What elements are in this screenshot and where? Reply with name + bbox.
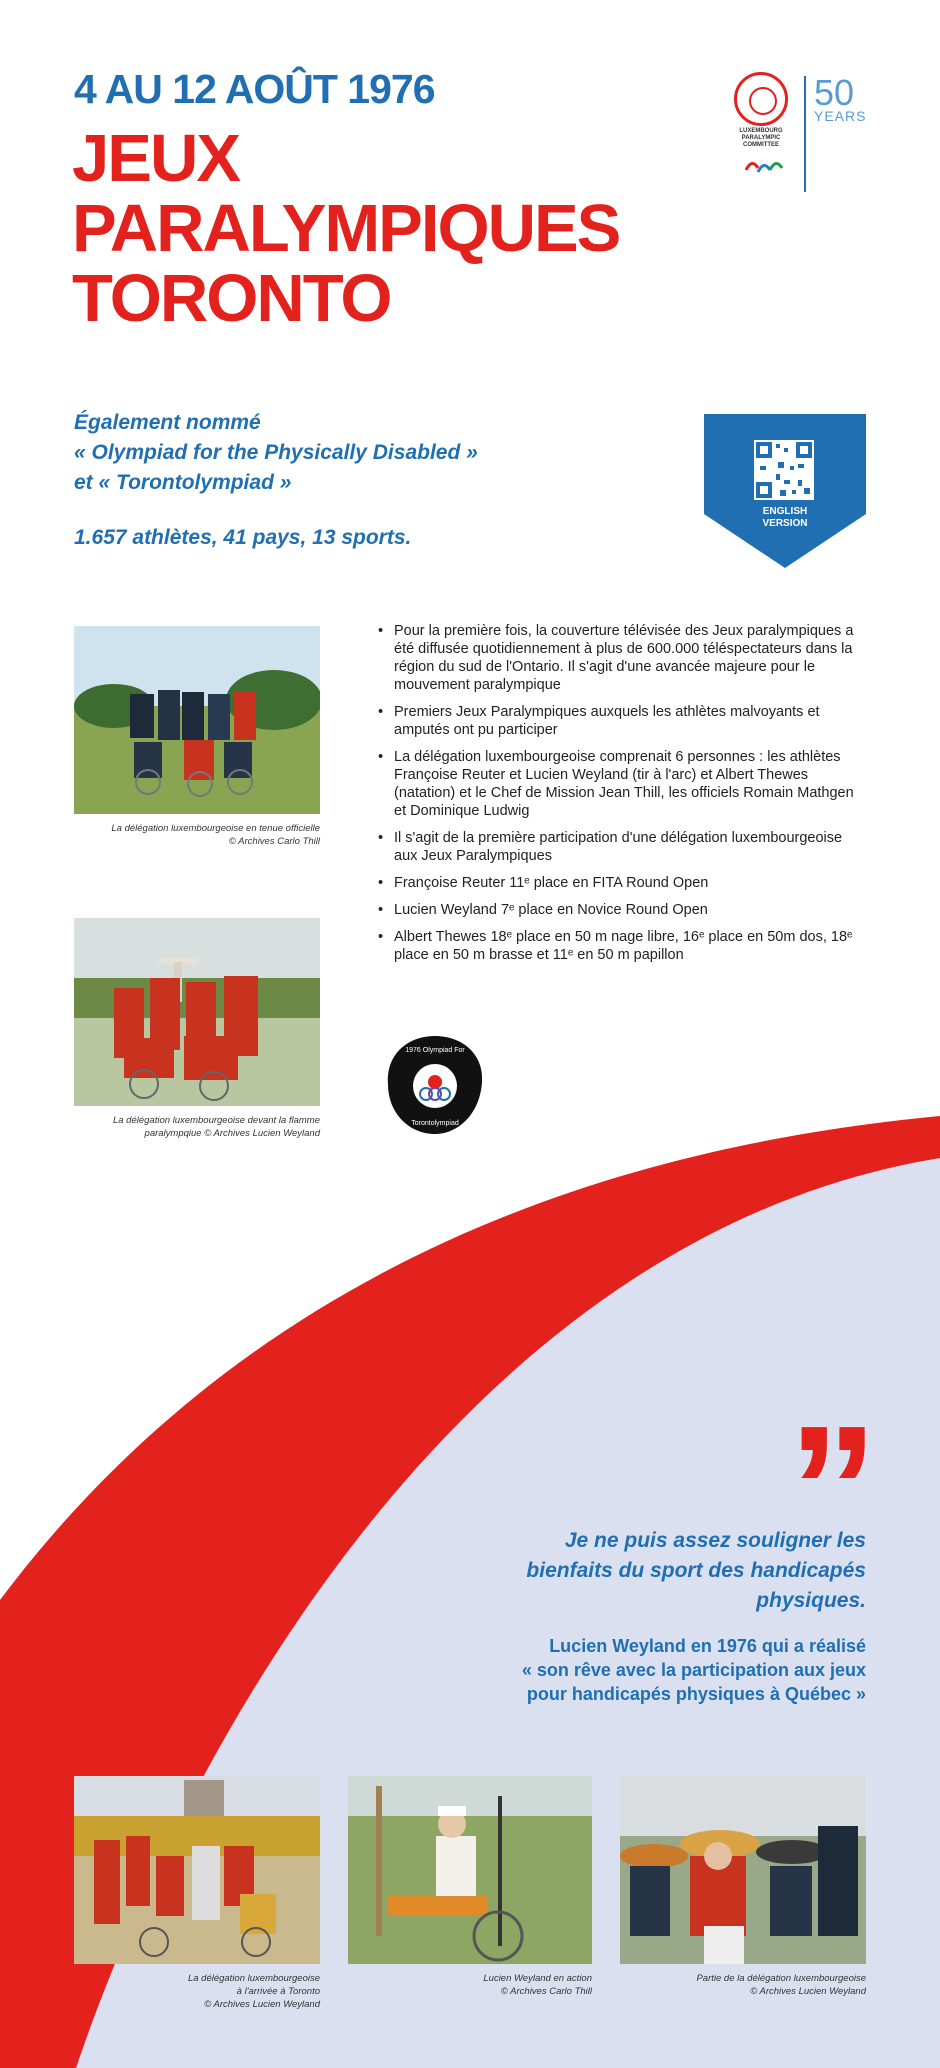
photo-delegation-flame — [74, 918, 320, 1106]
quote-line-1: Je ne puis assez souligner les — [564, 1529, 866, 1552]
list-item: • Françoise Reuter 11ᵉ place en FITA Round Open — [378, 874, 868, 892]
quote-attribution — [426, 1634, 866, 1706]
quote-line-2: bienfaits du sport des handicapés — [526, 1559, 866, 1582]
svg-text:Torontolympiad: Torontolympiad — [411, 1120, 459, 1127]
photo-4-caption — [332, 1972, 592, 1998]
agitos-icon — [744, 156, 786, 184]
quote-mark-icon: ” — [788, 1389, 878, 1590]
english-version-qr-badge[interactable] — [704, 414, 866, 568]
list-item: • Pour la première fois, la couverture télévisée des Jeux paralympiques a été diffusée quotidiennement à plus de 600.000 téléspectateurs dans la région du sud de l'Ontario. Il s'agit d'une avancée majeure pour le mouvement paralympique — [378, 622, 868, 694]
photo-5-caption-line-2: © Archives Lucien Weyland — [750, 1986, 866, 1997]
qr-label-line-1: ENGLISH — [762, 506, 808, 517]
lpc-50-years-logo — [734, 72, 874, 202]
photo-1-caption-line-1: La délégation luxembourgeoise en tenue officielle — [111, 823, 320, 834]
photo-delegation-sombreros — [620, 1776, 866, 1964]
list-item: • Premiers Jeux Paralympiques auxquels les athlètes malvoyants et amputés ont pu participer — [378, 703, 868, 739]
page-title — [72, 121, 620, 336]
photo-3-caption-line-2: à l'arrivée à Toronto — [236, 1986, 320, 1997]
quote-line-3: physiques. — [756, 1589, 866, 1612]
photo-3-caption-line-3: © Archives Lucien Weyland — [204, 1999, 320, 2010]
intro-text — [74, 408, 478, 498]
torontolympiad-logo — [382, 1032, 488, 1138]
photo-delegation-official-attire — [74, 626, 320, 814]
lion-emblem-icon — [734, 72, 788, 126]
facts-list — [378, 622, 868, 973]
qr-label-line-2: VERSION — [762, 518, 808, 529]
logo-divider — [804, 76, 806, 192]
logo-org-name: LUXEMBOURG PARALYMPIC COMMITTEE — [739, 128, 783, 148]
svg-text:1976 Olympiad For: 1976 Olympiad For — [405, 1047, 465, 1054]
title-line-1: JEUX — [72, 121, 240, 196]
attribution-line-3: pour handicapés physiques à Québec » — [526, 1684, 866, 1704]
photo-weyland-archery — [348, 1776, 592, 1964]
intro-line-1: Également nommé — [74, 411, 261, 434]
title-line-3: TORONTO — [72, 261, 391, 336]
logo-fifty: 50 — [814, 72, 855, 113]
photo-1-caption-line-2: © Archives Carlo Thill — [228, 836, 320, 847]
photo-4-caption-line-1: Lucien Weyland en action — [483, 1973, 592, 1984]
photo-2-caption-line-2: paralympqiue © Archives Lucien Weyland — [144, 1128, 320, 1139]
photo-arrival-toronto — [74, 1776, 320, 1964]
attribution-line-1: Lucien Weyland en 1976 qui a réalisé — [549, 1636, 866, 1656]
photo-1-caption — [60, 822, 320, 848]
qr-badge-label — [704, 506, 866, 530]
photo-3-caption — [60, 1972, 320, 2011]
title-line-2: PARALYMPIQUES — [72, 191, 620, 266]
intro-line-2: « Olympiad for the Physically Disabled » — [74, 441, 478, 464]
intro-line-3: et « Torontolympiad » — [74, 471, 292, 494]
photo-4-caption-line-2: © Archives Carlo Thill — [500, 1986, 592, 1997]
list-item: • La délégation luxembourgeoise comprenait 6 personnes : les athlètes Françoise Reuter et Lucien Weyland (tir à l'arc) et Albert Thewes (natation) et le Chef de Mission Jean Thill, les officiels Romain Mathgen et Dominique Ludwig — [378, 748, 868, 820]
logo-years: YEARS — [814, 108, 867, 124]
photo-3-caption-line-1: La délégation luxembourgeoise — [187, 1973, 320, 1984]
photo-2-caption-line-1: La délégation luxembourgeoise devant la flamme — [112, 1115, 320, 1126]
photo-5-caption — [606, 1972, 866, 1998]
list-item: • Lucien Weyland 7ᵉ place en Novice Round Open — [378, 901, 868, 919]
stats-line: 1.657 athlètes, 41 pays, 13 sports. — [74, 526, 412, 549]
qr-code-icon[interactable] — [754, 440, 814, 500]
list-item: • Albert Thewes 18ᵉ place en 50 m nage libre, 16ᵉ place en 50m dos, 18ᵉ place en 50 m brasse et 11ᵉ en 50 m papillon — [378, 928, 868, 964]
photo-2-caption — [60, 1114, 320, 1140]
photo-5-caption-line-1: Partie de la délégation luxembourgeoise — [696, 1973, 866, 1984]
quote-text — [446, 1526, 866, 1616]
event-date: 4 AU 12 AOÛT 1976 — [74, 66, 435, 112]
attribution-line-2: « son rêve avec la participation aux jeux — [521, 1660, 866, 1680]
list-item: • Il s'agit de la première participation d'une délégation luxembourgeoise aux Jeux Paralympiques — [378, 829, 868, 865]
